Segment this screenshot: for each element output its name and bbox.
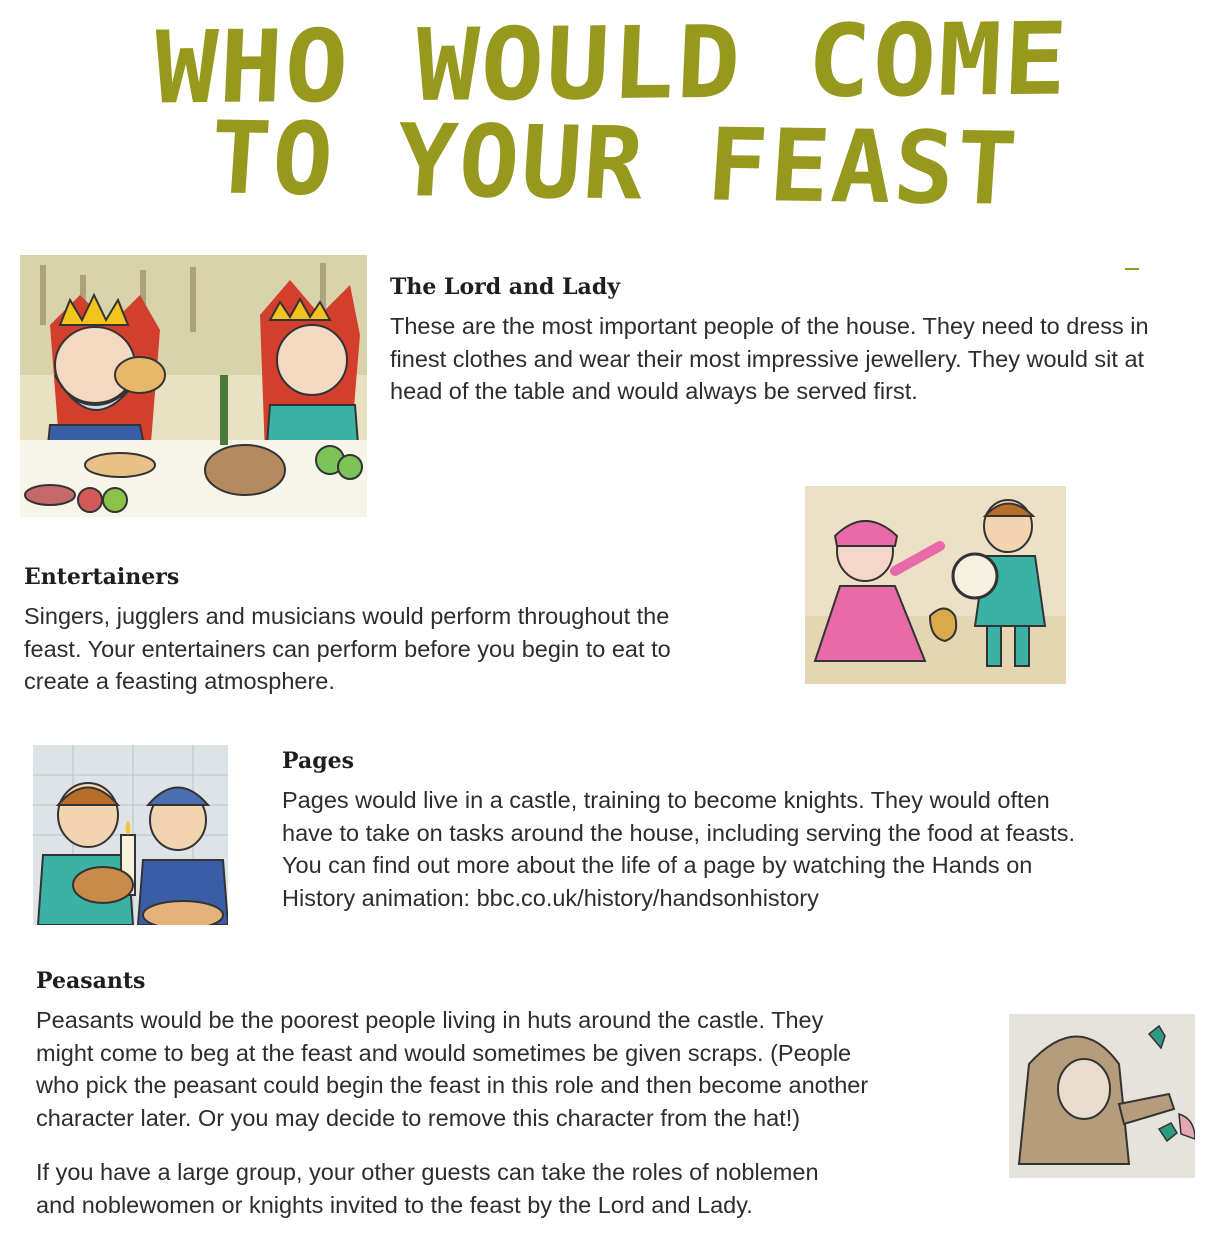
lord-and-lady-illustration xyxy=(20,255,367,517)
text-line: and noblewomen or knights invited to the feast by the Lord and Lady. xyxy=(36,1191,753,1218)
text-line: History animation: bbc.co.uk/history/handsonhistory xyxy=(282,885,819,912)
closing-paragraph xyxy=(36,1156,819,1221)
section-body-peasants xyxy=(36,1004,868,1135)
text-line: character later. Or you may decide to remove this character from the hat!) xyxy=(36,1105,801,1132)
text-line: might come to beg at the feast and would sometimes be given scraps. (People xyxy=(36,1039,852,1066)
section-heading-peasants: Peasants xyxy=(36,968,146,994)
text-line: Singers, jugglers and musicians would perform throughout the xyxy=(24,603,670,629)
text-line: have to take on tasks around the house, including serving the food at feasts. xyxy=(282,819,1075,846)
page-title xyxy=(0,0,1223,228)
text-line: Pages would live in a castle, training to become knights. They would often xyxy=(282,787,1050,813)
text-line: feast. Your entertainers can perform before you begin to eat to xyxy=(24,635,671,662)
title-line-2: TO YOUR FEAST xyxy=(206,99,1023,228)
entertainers-illustration xyxy=(805,486,1066,684)
pages-illustration xyxy=(33,745,228,925)
text-line: finest clothes and wear their most impressive jewellery. They would sit at xyxy=(390,345,1145,372)
section-body-pages xyxy=(282,784,1075,915)
text-line: create a feasting atmosphere. xyxy=(24,668,335,695)
text-line: head of the table and would always be served first. xyxy=(390,378,918,405)
section-body-entertainers xyxy=(24,600,671,698)
text-line: You can find out more about the life of a page by watching the Hands on xyxy=(282,852,1033,879)
section-body-lord-and-lady xyxy=(390,310,1223,408)
section-heading-lord-and-lady: The Lord and Lady xyxy=(390,274,620,300)
peasant-illustration xyxy=(1009,1014,1195,1178)
title-line-1: WHO WOULD COME xyxy=(151,0,1072,127)
section-heading-entertainers: Entertainers xyxy=(24,564,180,590)
text-line: who pick the peasant could begin the feast in this role and then become another xyxy=(36,1072,869,1099)
text-line: If you have a large group, your other guests can take the roles of noblemen xyxy=(36,1159,819,1185)
section-heading-pages: Pages xyxy=(282,748,354,774)
decorative-dash xyxy=(1125,268,1139,270)
text-line: Peasants would be the poorest people living in huts around the castle. They xyxy=(36,1007,824,1033)
text-line: These are the most important people of the house. They need to dress in xyxy=(390,313,1149,339)
